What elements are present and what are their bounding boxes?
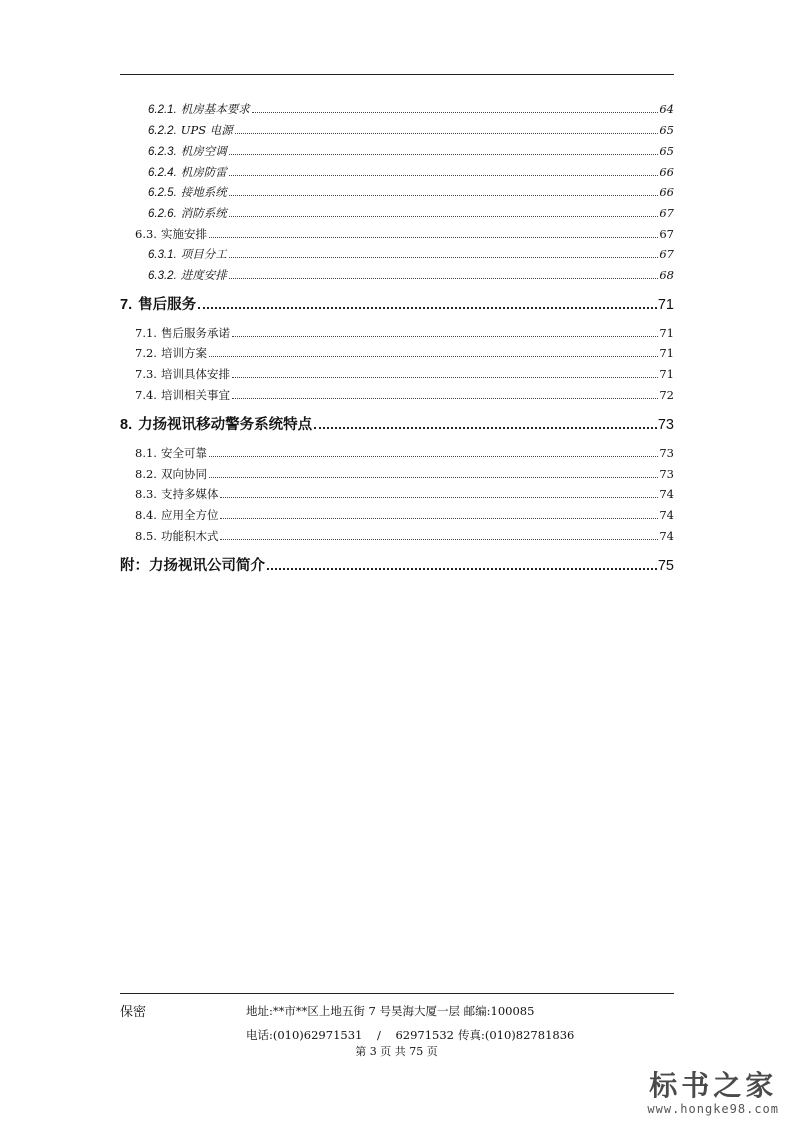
toc-dot-leader (220, 518, 658, 519)
toc-entry[interactable] (135, 507, 674, 523)
toc-entry-title: 售后服务承诺 (160, 326, 230, 340)
toc-entry-title: 机房基本要求 (180, 102, 250, 116)
toc-entry-page: 66 (659, 185, 674, 199)
toc-entry-number: 6.3. (135, 227, 157, 241)
toc-entry[interactable] (135, 345, 674, 361)
toc-entry-number: 8.2. (135, 467, 157, 481)
toc-entry-title: 机房空调 (180, 144, 227, 158)
toc-entry-title: 力扬视讯移动警务系统特点 (138, 417, 313, 433)
header-rule (120, 74, 674, 75)
watermark-url: www.hongke98.com (647, 1102, 779, 1116)
toc-entry-page: 71 (657, 297, 674, 313)
toc-entry[interactable] (120, 293, 674, 314)
toc-entry-title: 项目分工 (180, 247, 227, 261)
toc-entry-title: 支持多媒体 (160, 487, 219, 501)
toc-entry[interactable] (135, 466, 674, 482)
toc-entry-page: 71 (659, 367, 674, 381)
toc-dot-leader (314, 427, 657, 429)
toc-entry-page: 64 (659, 102, 674, 116)
toc-entry-number: 6.2.6. (148, 208, 177, 220)
toc-dot-leader (229, 154, 659, 155)
toc-dot-leader (209, 456, 658, 457)
toc-entry[interactable] (135, 486, 674, 502)
toc-dot-leader (229, 278, 659, 279)
toc-entry-number: 6.2.2. (148, 125, 177, 137)
toc-entry-number: 6.3.2. (148, 270, 177, 282)
toc-entry-title: UPS 电源 (180, 123, 233, 137)
toc-entry[interactable] (148, 164, 674, 180)
toc-entry-number: 8.1. (135, 446, 157, 460)
toc-entry[interactable] (135, 528, 674, 544)
footer-confidential-label: 保密 (120, 1005, 147, 1020)
footer-phone: 电话:(010)62971531 / 62971532 (246, 1028, 454, 1042)
toc-dot-leader (229, 175, 659, 176)
toc-entry[interactable] (120, 413, 674, 434)
toc-dot-leader (232, 377, 658, 378)
toc-entry-page: 72 (659, 388, 674, 402)
toc-entry[interactable] (135, 445, 674, 461)
toc-entry-title: 实施安排 (160, 227, 207, 241)
toc-entry-title: 消防系统 (180, 206, 227, 220)
toc-entry[interactable] (135, 325, 674, 341)
footer-fax: 传真:(010)82781836 (458, 1028, 575, 1042)
toc-dot-leader (220, 497, 658, 498)
toc-entry[interactable] (120, 554, 674, 575)
toc-entry-title: 接地系统 (180, 185, 227, 199)
page-number: 第 3 页 共 75 页 (355, 1045, 438, 1058)
watermark-title: 标书之家 (649, 1069, 778, 1102)
toc-entry-page: 71 (659, 326, 674, 340)
toc-entry[interactable] (148, 205, 674, 221)
footer-rule (120, 993, 674, 994)
toc-entry-page: 66 (659, 165, 674, 179)
toc-entry-page: 67 (659, 247, 674, 261)
toc-dot-leader (229, 195, 659, 196)
toc-dot-leader (198, 307, 657, 309)
toc-entry[interactable] (135, 226, 674, 242)
toc-entry-number: 7.2. (135, 346, 157, 360)
toc-entry-title: 培训方案 (160, 346, 207, 360)
watermark-logo (647, 1064, 779, 1116)
toc-entry[interactable] (148, 122, 674, 138)
toc-entry-page: 67 (659, 206, 674, 220)
toc-entry-number: 7.4. (135, 388, 157, 402)
toc-entry-page: 73 (659, 467, 674, 481)
toc-entry-page: 65 (659, 144, 674, 158)
toc-dot-leader (267, 568, 657, 570)
toc-entry[interactable] (148, 267, 674, 283)
toc-entry-number: 8.4. (135, 508, 157, 522)
toc-entry[interactable] (148, 143, 674, 159)
toc-entry-number: 7.1. (135, 326, 157, 340)
toc-entry-page: 74 (659, 508, 674, 522)
toc-entry[interactable] (148, 184, 674, 200)
toc-entry-title: 应用全方位 (160, 508, 219, 522)
toc-entry-title: 双向协同 (160, 467, 207, 481)
toc-entry-title: 附：力扬视讯公司简介 (120, 558, 265, 574)
toc-dot-leader (209, 237, 658, 238)
toc-entry-title: 售后服务 (138, 297, 197, 313)
toc-entry-page: 67 (659, 227, 674, 241)
toc-entry-page: 75 (657, 558, 674, 574)
toc-entry-page: 74 (659, 487, 674, 501)
toc-entry-number: 6.2.5. (148, 187, 177, 199)
toc-entry-number: 6.2.3. (148, 146, 177, 158)
toc-entry[interactable] (148, 246, 674, 262)
toc-dot-leader (220, 539, 658, 540)
toc-dot-leader (252, 112, 659, 113)
toc-dot-leader (209, 477, 658, 478)
toc-entry-page: 71 (659, 346, 674, 360)
toc-entry-number: 6.3.1. (148, 249, 177, 261)
toc-entry-title: 安全可靠 (160, 446, 207, 460)
toc-entry-page: 73 (657, 417, 674, 433)
toc-dot-leader (229, 216, 659, 217)
toc-entry[interactable] (135, 366, 674, 382)
toc-entry-number: 8.3. (135, 487, 157, 501)
toc-entry-title: 培训相关事宜 (160, 388, 230, 402)
toc-entry-title: 进度安排 (180, 268, 227, 282)
toc-entry-number: 8. (120, 417, 133, 433)
footer-address: 地址:**市**区上地五街 7 号昊海大厦一层 邮编:100085 (246, 1004, 535, 1018)
toc-entry-number: 6.2.1. (148, 104, 177, 116)
toc-dot-leader (232, 398, 658, 399)
toc-entry-title: 培训具体安排 (160, 367, 230, 381)
toc-entry-page: 68 (659, 268, 674, 282)
toc-entry[interactable] (135, 387, 674, 403)
toc-entry-number: 8.5. (135, 529, 157, 543)
toc-entry-number: 7.3. (135, 367, 157, 381)
toc-dot-leader (232, 336, 658, 337)
toc-entry-number: 7. (120, 297, 133, 313)
toc-entry-number: 6.2.4. (148, 167, 177, 179)
toc-entry-title: 机房防雷 (180, 165, 227, 179)
toc-entry-page: 65 (659, 123, 674, 137)
toc-entry[interactable] (148, 101, 674, 117)
toc-entry-page: 73 (659, 446, 674, 460)
toc-entry-page: 74 (659, 529, 674, 543)
toc-dot-leader (229, 257, 659, 258)
toc-entry-title: 功能积木式 (160, 529, 219, 543)
toc-dot-leader (209, 356, 658, 357)
toc-dot-leader (235, 133, 659, 134)
